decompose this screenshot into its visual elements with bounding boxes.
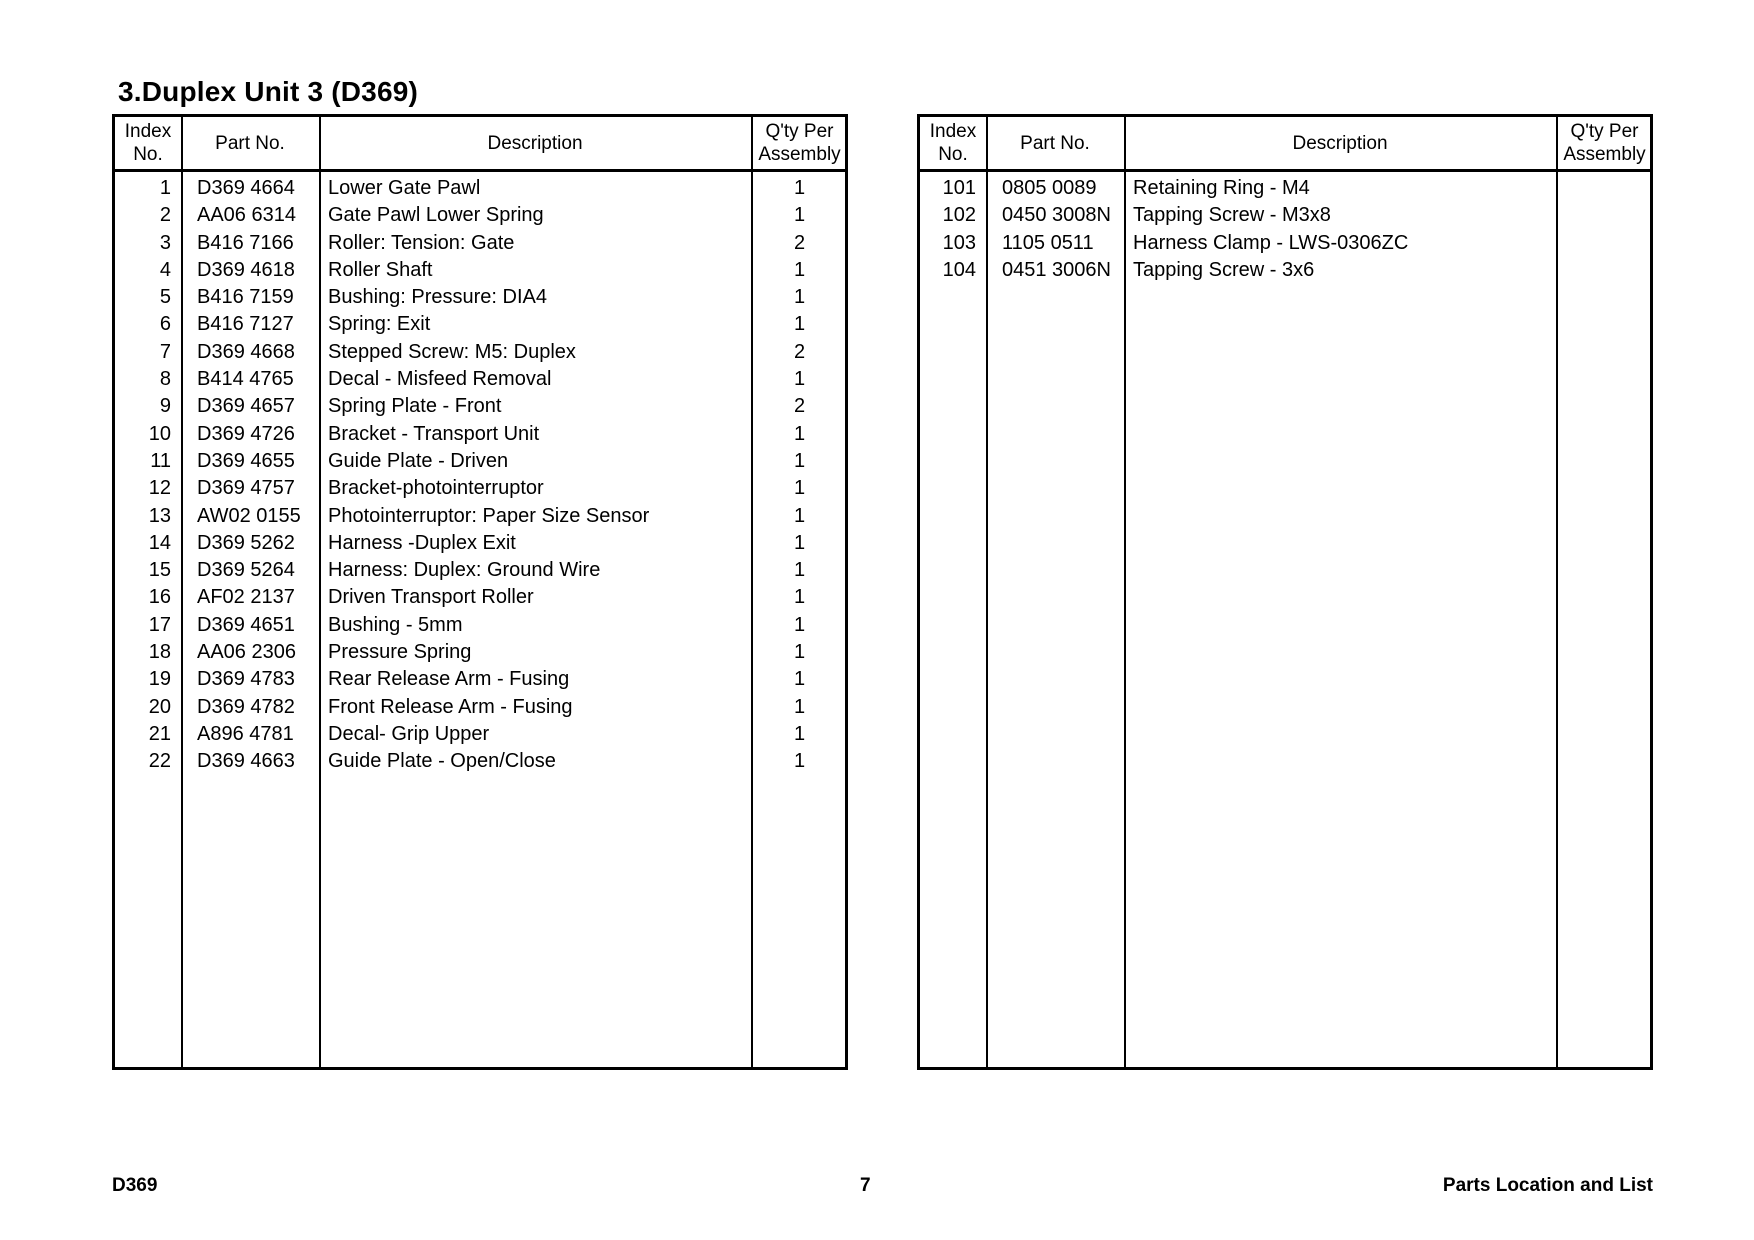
cell-qty: 1 [793,695,806,718]
cell-qty: 1 [793,559,806,582]
table-row [920,175,1650,202]
cell-index: 104 [942,258,976,281]
cell-description: Stepped Screw: M5: Duplex [328,340,576,363]
cell-part-no: AF02 2137 [197,586,295,609]
cell-part-no: D369 5264 [197,559,295,582]
footer-page-number: 7 [860,1175,871,1196]
footer-section-title: Parts Location and List [1442,1175,1653,1196]
cell-part-no: D369 5262 [197,531,295,554]
cell-part-no: D369 4726 [197,422,295,445]
table-row [920,202,1650,229]
cell-index: 1 [159,177,171,199]
cell-description: Decal- Grip Upper [328,722,490,745]
table-row [115,503,845,530]
cell-qty: 1 [793,204,806,227]
cell-description: Guide Plate - Driven [328,449,509,472]
cell-description: Harness: Duplex: Ground Wire [328,559,601,582]
cell-description: Harness -Duplex Exit [328,531,516,554]
cell-part-no: 1105 0511 [1002,231,1094,254]
header-qty-line1: Q'ty Per [1570,121,1639,142]
cell-index: 4 [159,258,171,281]
footer-model: D369 [112,1175,158,1196]
cell-description: Bushing - 5mm [328,613,463,636]
header-divider [920,169,1650,172]
cell-index: 10 [148,422,171,445]
table-row [115,666,845,693]
table-row [115,721,845,748]
cell-qty: 1 [793,613,806,636]
cell-qty: 2 [793,231,806,254]
header-qty-line2: Assembly [1563,144,1646,165]
header-divider [115,169,845,172]
cell-part-no: A896 4781 [197,722,294,745]
cell-qty: 1 [793,504,806,527]
cell-description: Decal - Misfeed Removal [328,368,552,391]
cell-description: Bushing: Pressure: DIA4 [328,286,547,309]
table-row [115,366,845,393]
cell-description: Gate Pawl Lower Spring [328,204,544,227]
cell-qty: 1 [793,258,806,281]
cell-index: 7 [159,340,171,363]
cell-description: Guide Plate - Open/Close [328,750,556,773]
cell-part-no: 0450 3008N [1002,204,1111,227]
cell-part-no: B414 4765 [197,368,294,391]
cell-part-no: D369 4657 [197,395,295,418]
cell-description: Roller Shaft [328,258,433,281]
header-qty [751,117,848,169]
cell-qty: 1 [793,722,806,745]
cell-part-no: AA06 6314 [197,204,296,227]
cell-index: 22 [148,750,171,773]
cell-part-no: D369 4663 [197,750,295,773]
cell-part-no: AA06 2306 [197,641,296,664]
table-row [115,557,845,584]
cell-index: 21 [148,722,171,745]
table-row [115,230,845,257]
cell-part-no: B416 7166 [197,231,294,254]
table-row [115,311,845,338]
cell-description: Bracket-photointerruptor [328,477,544,500]
cell-index: 19 [148,668,171,691]
cell-index: 17 [148,613,171,636]
cell-qty: 2 [793,340,806,363]
cell-part-no: B416 7159 [197,286,294,309]
cell-description: Front Release Arm - Fusing [328,695,573,718]
cell-index: 2 [159,204,171,227]
cell-part-no: D369 4668 [197,340,295,363]
cell-index: 5 [159,286,171,309]
table-body-left [115,175,845,776]
header-description: Description [1292,132,1388,154]
cell-description: Spring: Exit [328,313,431,336]
cell-part-no: AW02 0155 [197,504,301,527]
cell-part-no: D369 4655 [197,449,295,472]
table-row [115,748,845,775]
parts-table-right [917,114,1653,1070]
cell-part-no: B416 7127 [197,313,294,336]
cell-index: 12 [148,477,171,500]
cell-qty: 1 [793,422,806,445]
cell-index: 13 [148,504,171,527]
table-row [115,612,845,639]
cell-part-no: D369 4651 [197,613,295,636]
header-index-line1: Index [929,121,977,142]
cell-description: Photointerruptor: Paper Size Sensor [328,504,650,527]
cell-index: 102 [942,204,976,227]
cell-description: Tapping Screw - M3x8 [1133,204,1331,227]
cell-index: 6 [159,313,171,336]
table-row [115,448,845,475]
cell-index: 20 [148,695,171,718]
cell-description: Lower Gate Pawl [328,177,481,199]
table-row [115,694,845,721]
cell-qty: 1 [793,313,806,336]
cell-qty: 1 [793,668,806,691]
page-title: 3.Duplex Unit 3 (D369) [118,76,419,107]
cell-qty: 1 [793,477,806,500]
cell-index: 9 [159,395,171,418]
cell-qty: 1 [793,586,806,609]
header-index-line2: No. [938,144,968,165]
cell-qty: 1 [793,750,806,773]
cell-qty: 2 [793,395,806,418]
cell-description: Retaining Ring - M4 [1133,177,1310,199]
cell-part-no: D369 4782 [197,695,295,718]
cell-description: Driven Transport Roller [328,586,534,609]
cell-index: 15 [148,559,171,582]
table-row [115,584,845,611]
header-part-no: Part No. [215,132,285,154]
cell-index: 14 [148,531,171,554]
table-row [115,393,845,420]
cell-part-no: 0805 0089 [1002,177,1097,199]
cell-index: 11 [150,449,171,472]
header-index-line1: Index [124,121,172,142]
header-index [920,117,986,169]
cell-qty: 1 [793,177,806,199]
cell-description: Tapping Screw - 3x6 [1133,258,1315,281]
header-qty-line1: Q'ty Per [765,121,834,142]
cell-index: 3 [159,231,171,254]
cell-part-no: 0451 3006N [1002,258,1111,281]
cell-description: Roller: Tension: Gate [328,231,515,254]
header-qty-line2: Assembly [758,144,841,165]
table-row [115,175,845,202]
cell-qty: 1 [793,531,806,554]
table-row [115,257,845,284]
header-description: Description [487,132,583,154]
cell-index: 101 [942,177,976,199]
table-row [920,230,1650,257]
table-row [115,639,845,666]
table-row [115,475,845,502]
table-row [115,339,845,366]
cell-part-no: D369 4618 [197,258,295,281]
cell-description: Pressure Spring [328,641,472,664]
table-row [115,284,845,311]
cell-part-no: D369 4664 [197,177,295,199]
header-qty [1556,117,1653,169]
cell-description: Harness Clamp - LWS-0306ZC [1133,231,1409,254]
parts-table-left [112,114,848,1070]
cell-qty: 1 [793,286,806,309]
cell-part-no: D369 4757 [197,477,295,500]
table-row [115,421,845,448]
cell-index: 16 [148,586,171,609]
cell-description: Rear Release Arm - Fusing [328,668,570,691]
cell-qty: 1 [793,449,806,472]
cell-description: Bracket - Transport Unit [328,422,540,445]
cell-index: 103 [942,231,976,254]
table-body-right [920,175,1650,284]
table-row [115,202,845,229]
header-index-line2: No. [133,144,163,165]
table-row [920,257,1650,284]
cell-part-no: D369 4783 [197,668,295,691]
cell-qty: 1 [793,368,806,391]
cell-index: 18 [148,641,171,664]
table-row [115,530,845,557]
cell-index: 8 [159,368,171,391]
header-part-no: Part No. [1020,132,1090,154]
cell-description: Spring Plate - Front [328,395,502,418]
header-index [115,117,181,169]
cell-qty: 1 [793,641,806,664]
